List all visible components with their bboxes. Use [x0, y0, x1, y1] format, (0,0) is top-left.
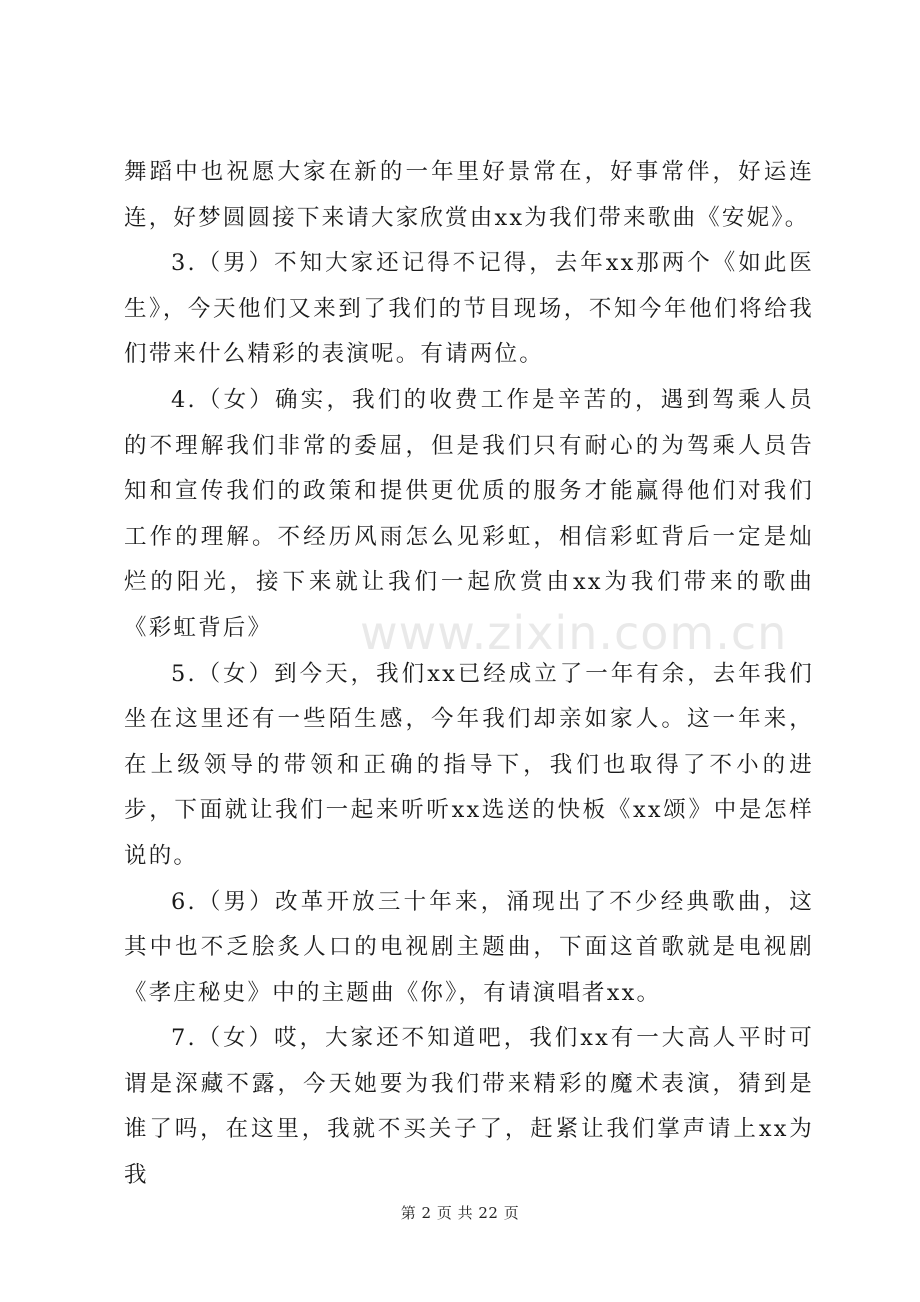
watermark: www.zixin.com.cn — [360, 606, 788, 660]
paragraph-item-6: 6.（男）改革开放三十年来，涌现出了不少经典歌曲，这其中也不乏脍炙人口的电视剧主题曲，下面这首歌就是电视剧《孝庄秘史》中的主题曲《你》，有请演唱者xx。 — [124, 888, 814, 1006]
paragraph-item-5: 5.（女）到今天，我们xx已经成立了一年有余，去年我们坐在这里还有一些陌生感，今年我们却亲如家人。这一年来，在上级领导的带领和正确的指导下，我们也取得了不小的进步，下面就让我们一起来听听xx选送的快板《xx颂》中是怎样说的。 — [124, 660, 814, 869]
paragraph-continuation: 舞蹈中也祝愿大家在新的一年里好景常在，好事常伴，好运连连，好梦圆圆接下来请大家欣赏由xx为我们带来歌曲《安妮》。 — [124, 159, 814, 231]
paragraph-item-4: 4.（女）确实，我们的收费工作是辛苦的，遇到驾乘人员的不理解我们非常的委屈，但是我们只有耐心的为驾乘人员告知和宣传我们的政策和提供更优质的服务才能赢得他们对我们工作的理解。不经历风雨怎么见彩虹，相信彩虹背后一定是灿烂的阳光，接下来就让我们一起欣赏由xx为我们带来的歌曲《彩虹背后》 — [124, 386, 814, 641]
document-body — [124, 150, 814, 1199]
paragraph-item-7: 7.（女）哎，大家还不知道吧，我们xx有一大高人平时可谓是深藏不露，今天她要为我们带来精彩的魔术表演，猜到是谁了吗，在这里，我就不买关子了，赶紧让我们掌声请上xx为我 — [124, 1025, 814, 1189]
paragraph-item-3: 3.（男）不知大家还记得不记得，去年xx那两个《如此医生》，今天他们又来到了我们的节目现场，不知今年他们将给我们带来什么精彩的表演呢。有请两位。 — [124, 250, 814, 368]
page-footer: 第 2 页 共 22 页 — [400, 1204, 520, 1222]
